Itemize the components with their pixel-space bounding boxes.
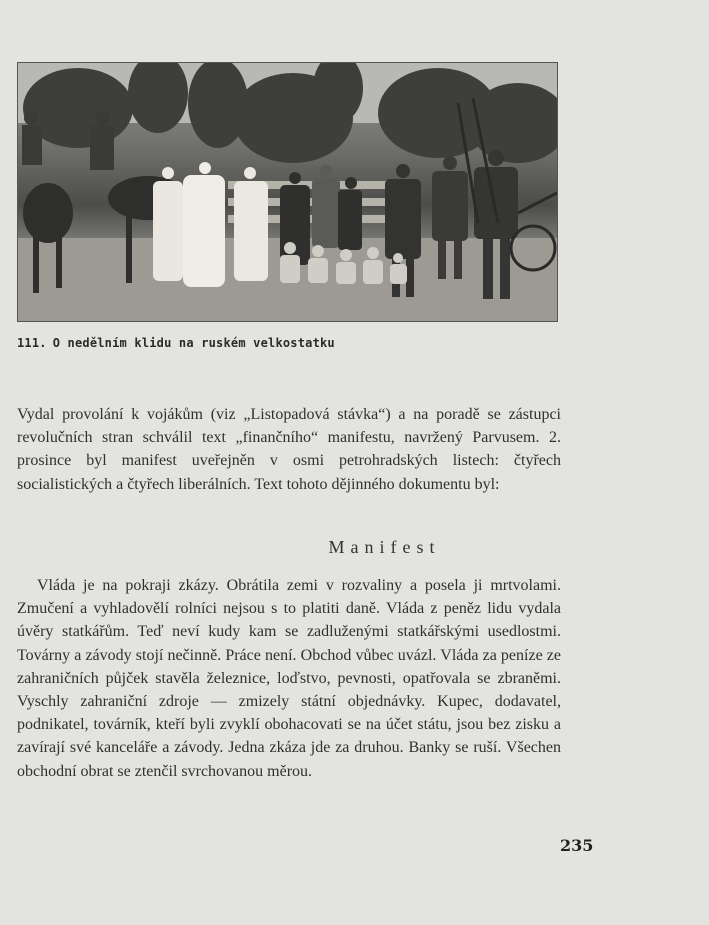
figure-caption-text: O nedělním klidu na ruském velkostatku (52, 336, 335, 350)
manifest-paragraph: Vláda je na pokraji zkázy. Obrátila zemi v rozvaliny a posela ji mrtvolami. Zmučení a vyhladovělí rolníci nejsou s to platiti daně. Vláda z peněz lidu vydala úvěry statkářům. Teď neví kudy kam se zadluženými statkářskými usedlostmi. Továrny a závody stojí nečinně. Práce není. Obchod vůbec uvázl. Vláda za peníze ze zahraničních půjček stavěla železnice, loďstvo, pevnosti, opatřovala se zbraněmi. Vyschly zahraniční zdroje — zmizely státní objednávky. Kupec, dodavatel, podnikatel, továrník, kteří byli zvyklí obohacovati se na účet státu, jsou bez zisku a zavírají své kanceláře a závody. Jedna zkáza jde za druhou. Banky se ruší. Všechen obchodní obrat se ztenčil svrchovanou měrou. (17, 577, 561, 780)
figure-caption (17, 336, 335, 350)
figure-photo (17, 62, 558, 322)
figure-number: 111. (17, 336, 47, 350)
intro-paragraph: Vydal provolání k vojákům (viz „Listopadová stávka“) a na poradě se zástupci revolučních stran schválil text „finančního“ manifestu, navržený Parvusem. 2. prosince byl manifest uveřejněn v osmi petrohradských listech: čtyřech socialistických a čtyřech liberálních. Text tohoto dějinného dokumentu byl: (17, 406, 561, 493)
page-number: 235 (560, 836, 594, 855)
manifest-heading: Manifest (328, 537, 441, 557)
photo-illustration (18, 63, 557, 321)
